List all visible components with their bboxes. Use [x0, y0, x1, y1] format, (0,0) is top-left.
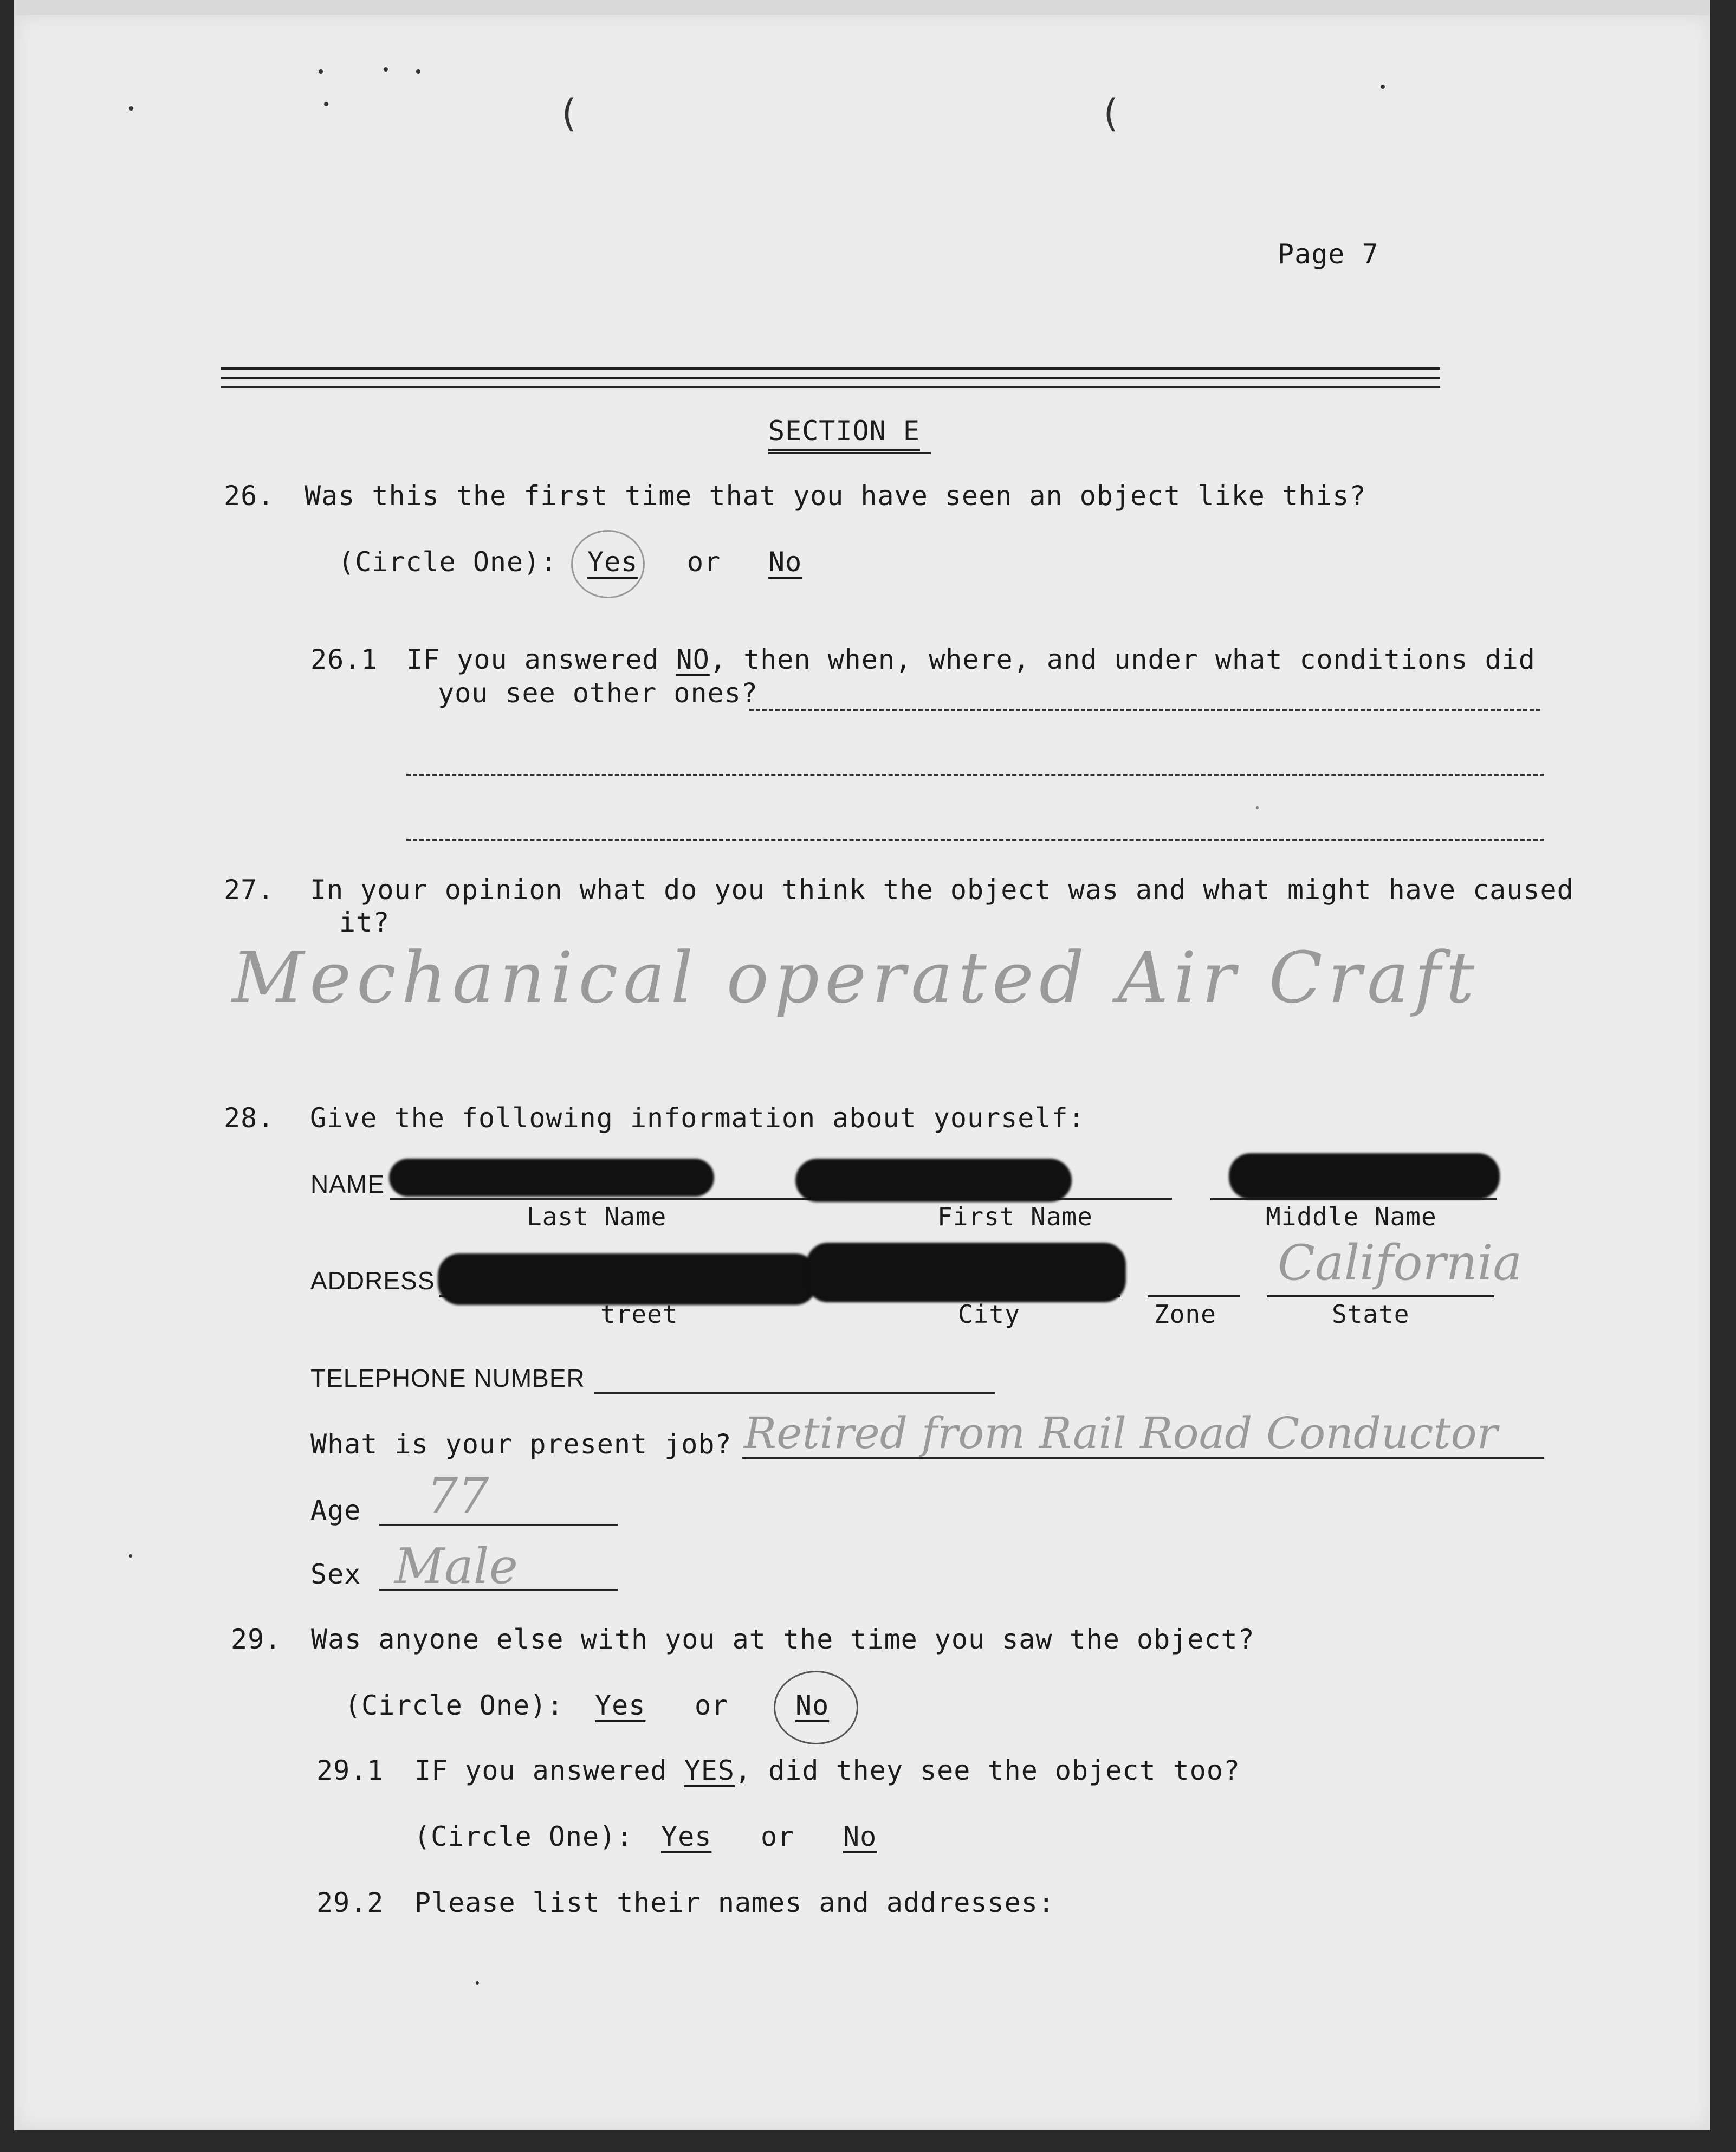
q29-1-yes-option[interactable]: Yes: [661, 1821, 712, 1852]
q26-text: Was this the first time that you have seen an object like this?: [305, 480, 1366, 512]
speck: [1381, 85, 1385, 89]
q26-yes-option[interactable]: Yes: [587, 546, 638, 578]
state-handwritten-value: California: [1278, 1235, 1523, 1291]
state-line[interactable]: [1267, 1295, 1494, 1297]
speck: [319, 69, 323, 74]
q26-1-text-pre: IF you answered: [406, 644, 676, 675]
age-label: Age: [310, 1495, 361, 1526]
last-name-line[interactable]: [390, 1198, 818, 1200]
q26-1-answer-line-2[interactable]: [406, 774, 1544, 776]
q29-no-option[interactable]: No: [795, 1690, 830, 1721]
q29-yes-option[interactable]: Yes: [595, 1690, 646, 1721]
zone-line[interactable]: [1148, 1295, 1240, 1297]
middle-name-caption: Middle Name: [1266, 1202, 1437, 1231]
q26-1-answer-line-3[interactable]: [406, 839, 1544, 841]
q26-1-text-line1: [406, 644, 1536, 675]
q29-1-no-option[interactable]: No: [843, 1821, 877, 1852]
section-title: SECTION E: [768, 415, 920, 451]
q26-1-text-line2: you see other ones?: [438, 677, 758, 709]
age-handwritten-value: 77: [427, 1468, 489, 1524]
telephone-line[interactable]: [594, 1392, 995, 1394]
q26-1-text-em: NO: [676, 644, 710, 675]
q29-1-number: 29.1: [316, 1755, 384, 1786]
q28-number: 28.: [224, 1102, 275, 1134]
q29-1-circle-label: (Circle One):: [414, 1821, 633, 1852]
punch-mark: (: [557, 91, 581, 135]
redaction-first-name: [795, 1159, 1072, 1202]
speck: [476, 1981, 479, 1985]
redaction-middle-name: [1229, 1153, 1500, 1199]
q29-circle-label: (Circle One):: [345, 1690, 564, 1721]
q26-1-number: 26.1: [310, 644, 378, 675]
state-caption: State: [1332, 1300, 1410, 1329]
job-label: What is your present job?: [310, 1429, 732, 1460]
age-line[interactable]: [379, 1524, 618, 1526]
redaction-street: [438, 1253, 817, 1305]
q29-1-text-post: , did they see the object too?: [734, 1755, 1241, 1786]
film-border-bottom: [0, 2130, 1736, 2152]
q29-1-text-em: YES: [684, 1755, 735, 1786]
divider-rule: [221, 377, 1440, 379]
divider-rule: [221, 367, 1440, 370]
q29-2-number: 29.2: [316, 1887, 384, 1918]
zone-caption: Zone: [1154, 1300, 1216, 1329]
q29-1-or: or: [761, 1821, 795, 1852]
street-caption: treet: [600, 1300, 678, 1329]
redaction-city: [806, 1243, 1126, 1302]
q26-circle-label: (Circle One):: [338, 546, 558, 578]
form-page: [15, 15, 1710, 2129]
q29-1-text: [414, 1755, 1240, 1786]
first-name-caption: First Name: [937, 1202, 1093, 1231]
address-label: ADDRESS: [310, 1266, 435, 1295]
q29-number: 29.: [231, 1624, 282, 1655]
q26-number: 26.: [224, 480, 275, 512]
q26-1-answer-line-1[interactable]: [749, 709, 1540, 711]
speck: [129, 1554, 132, 1558]
speck: [1256, 806, 1259, 809]
name-label: NAME: [310, 1170, 385, 1198]
answer-circle-mark: [571, 530, 645, 598]
q29-or: or: [695, 1690, 729, 1721]
q26-no-option[interactable]: No: [768, 546, 802, 578]
q29-1-text-pre: IF you answered: [414, 1755, 684, 1786]
last-name-caption: Last Name: [527, 1202, 667, 1231]
punch-mark: (: [1099, 91, 1123, 135]
sex-handwritten-value: Male: [394, 1538, 518, 1595]
q27-text-line1: In your opinion what do you think the object was and what might have caused: [310, 874, 1574, 906]
q26-1-text-post: , then when, where, and under what conditions did: [709, 644, 1536, 675]
redaction-last-name: [389, 1159, 714, 1197]
job-handwritten-value: Retired from Rail Road Conductor: [744, 1408, 1498, 1458]
speck: [384, 67, 388, 72]
speck: [129, 106, 133, 111]
q29-text: Was anyone else with you at the time you saw the object?: [311, 1624, 1255, 1655]
speck: [416, 69, 420, 74]
film-border-left: [0, 0, 14, 2152]
answer-circle-mark: [774, 1671, 858, 1744]
speck: [324, 102, 328, 106]
q27-handwritten-answer: Mechanical operated Air Craft: [232, 936, 1480, 1019]
sex-label: Sex: [310, 1559, 361, 1590]
telephone-label: TELEPHONE NUMBER: [310, 1364, 585, 1392]
q28-text: Give the following information about yourself:: [310, 1102, 1085, 1134]
film-border-right: [1710, 0, 1736, 2152]
divider-rule: [221, 386, 1440, 388]
city-caption: City: [958, 1300, 1020, 1329]
page-number: Page 7: [1278, 238, 1379, 270]
q29-2-text: Please list their names and addresses:: [414, 1887, 1055, 1918]
section-title-underline: [768, 452, 931, 454]
q27-number: 27.: [224, 874, 275, 906]
q27-text-line2: it?: [339, 907, 390, 938]
q26-or: or: [687, 546, 721, 578]
